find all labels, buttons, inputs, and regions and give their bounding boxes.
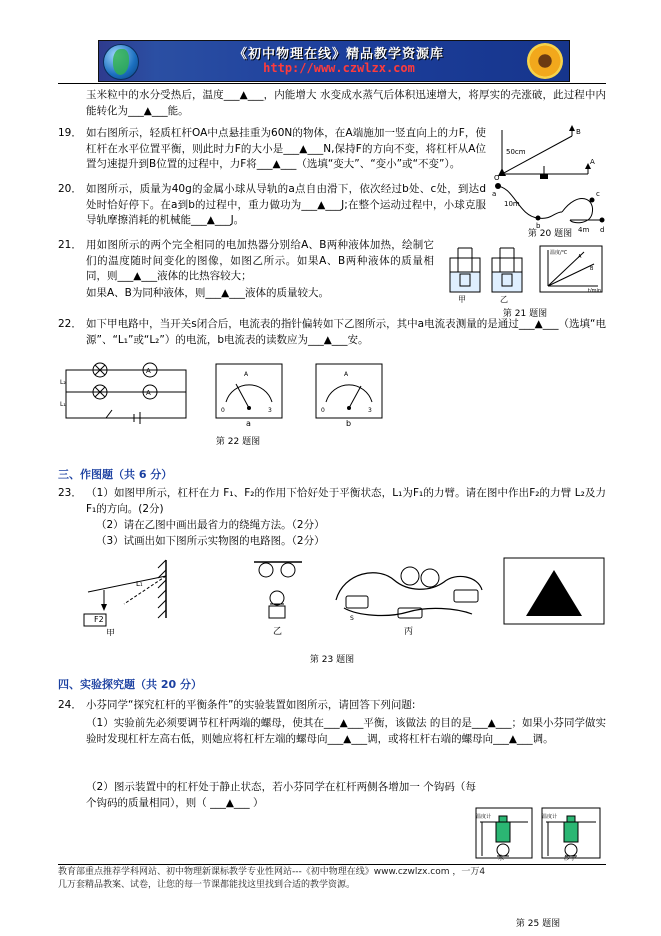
svg-text:甲: 甲	[106, 629, 116, 636]
svg-text:10m: 10m	[504, 200, 520, 208]
svg-text:S: S	[350, 615, 354, 622]
q21-figure-caption: 第 21 题图	[502, 309, 548, 319]
q25-figure-caption: 第 25 题图	[515, 919, 561, 929]
q23-part3: （3）试画出如下图所示实物图的电路图。（2分）	[96, 535, 325, 547]
svg-text:a: a	[492, 190, 497, 198]
section-3-heading: 三、作图题（共 6 分）	[58, 468, 173, 481]
q21-beaker-label-yi: 乙	[500, 295, 508, 304]
svg-text:A: A	[578, 254, 582, 260]
q23-number: 23．	[58, 487, 82, 499]
footer	[58, 866, 606, 892]
q24-part1: （1）实验前先必须要调节杠杆两端的螺母，使其在___▲___平衡，该做法 的目的是___▲___；如果小芬同学做实验时发现杠杆左高右低，则她应将杠杆左端的螺母向___▲___调，或将杠杆右端的螺母向___▲___调。	[86, 717, 606, 745]
sunflower-icon	[527, 43, 563, 79]
q21-text: 用如图所示的两个完全相同的电加热器分别给A、B两种液体加热，绘制它们的温度随时间变化的图像，如图乙所示。如果A、B两种液体的质量相同，则___▲___液体的比热容较大；	[86, 239, 434, 282]
svg-text:乙: 乙	[273, 627, 283, 636]
svg-text:F2: F2	[94, 615, 104, 624]
footer-line-2: 几万套精品教案、试卷，让您的每一节课都能找这里找到合适的教学资源。	[58, 880, 356, 890]
svg-text:b: b	[346, 419, 352, 428]
q21-figure	[444, 242, 606, 304]
footer-divider	[58, 864, 606, 865]
banner-title: 《初中物理在线》精品教学资源库	[233, 47, 444, 62]
svg-text:B: B	[576, 128, 581, 136]
svg-text:3: 3	[268, 407, 272, 414]
q20-figure-caption: 第 20 题图	[527, 229, 573, 239]
svg-text:沙子: 沙子	[564, 855, 577, 862]
svg-text:50cm: 50cm	[506, 148, 526, 156]
q22-number: 22．	[58, 318, 82, 330]
q24-text: 小芬同学“探究杠杆的平衡条件”的实验装置如图所示，请回答下列问题:	[86, 699, 416, 711]
q22-figure	[58, 362, 418, 430]
q21-number: 21．	[58, 239, 82, 251]
svg-text:温度/℃: 温度/℃	[550, 250, 568, 256]
svg-text:丙: 丙	[404, 627, 414, 636]
svg-text:3: 3	[368, 407, 372, 414]
svg-text:A: A	[344, 371, 349, 378]
svg-text:A: A	[244, 371, 249, 378]
q24-number: 24．	[58, 699, 82, 711]
svg-text:b: b	[536, 222, 541, 230]
q19-figure	[492, 124, 606, 180]
q20-number: 20．	[58, 183, 82, 195]
top-divider	[58, 83, 606, 84]
svg-text:0: 0	[221, 407, 225, 414]
q23-part2: （2）请在乙图中画出最省力的绕绳方法。（2分）	[96, 519, 325, 531]
q22-text: 如下甲电路中，当开关s闭合后，电流表的指针偏转如下乙图所示，其中a电流表测量的是通过___▲___（选填“电源”、“L₁”或“L₂”）的电流，b电流表的读数应为___▲___安。	[86, 318, 606, 346]
svg-text:温度计: 温度计	[542, 814, 558, 820]
q22-figure-caption: 第 22 题图	[215, 437, 261, 447]
svg-text:L₁: L₁	[60, 401, 66, 408]
q21-beaker-label-jia: 甲	[458, 295, 466, 304]
svg-text:L₂: L₂	[60, 379, 66, 386]
svg-text:4m: 4m	[578, 226, 590, 234]
svg-text:B: B	[590, 266, 594, 272]
q19-number: 19．	[58, 127, 82, 139]
globe-icon	[103, 44, 139, 80]
site-banner	[98, 40, 570, 82]
svg-text:O: O	[494, 174, 500, 180]
q20-text: 如图所示，质量为40g的金属小球从导轨的a点自由滑下，依次经过b处、c处，到达d处时恰好停下。在a到b的过程中，重力做功为___▲___J;在整个运动过程中，小球克服导轨摩擦消耗的机械能___▲___J。	[86, 183, 486, 226]
svg-text:温度计: 温度计	[476, 814, 492, 820]
svg-text:a: a	[246, 419, 251, 428]
banner-url: http://www.czwlzx.com	[263, 61, 415, 75]
paragraph-top: 玉米粒中的水分受热后，温度___▲___，内能增大 水变成水蒸气后体积迅速增大，将厚实的壳涨破，此过程中内能转化为___▲___能。	[86, 89, 606, 117]
svg-text:A: A	[146, 389, 151, 397]
section-4-heading: 四、实验探究题（共 20 分）	[58, 678, 202, 691]
q23-figure	[58, 556, 606, 636]
q23-figure-caption: 第 23 题图	[309, 655, 355, 665]
svg-text:A: A	[590, 158, 595, 166]
q19-text: 如右图所示，轻质杠杆OA中点悬挂重为60N的物体，在A端施加一竖直向上的力F，使杠杆在水平位置平衡，则此时力F的大小是___▲___N,保持F的方向不变，将杠杆从A位置匀速提升到B位置的过程中，力F将___▲___（选填“变大”、“变小”或“不变”）。	[86, 127, 486, 170]
svg-text:d: d	[600, 226, 605, 234]
q23-part1: （1）如图甲所示，杠杆在力 F₁、F₂的作用下恰好处于平衡状态，L₁为F₁的力臂。请在图中作出F₂的力臂 L₂及力 F₁的方向。(2分)	[86, 487, 606, 515]
q25-figure	[470, 806, 606, 862]
svg-text:t/min: t/min	[588, 288, 602, 294]
footer-line-1: 教育部重点推荐学科网站、初中物理新课标教学专业性网站---《初中物理在线》www.czwlzx.com ，一万4	[58, 867, 486, 877]
svg-text:c: c	[596, 190, 600, 198]
q21-text-b: 如果A、B为同种液体，则___▲___液体的质量较大。	[86, 287, 329, 299]
svg-text:水: 水	[498, 855, 505, 862]
q24-part2: （2）图示装置中的杠杆处于静止状态，若小芬同学在杠杆两侧各增加一 个钩码（每个钩码的质量相同），则（ ___▲___ ）	[86, 781, 476, 809]
svg-text:L₁: L₁	[136, 580, 143, 588]
svg-text:0: 0	[321, 407, 325, 414]
svg-text:A: A	[146, 367, 151, 375]
